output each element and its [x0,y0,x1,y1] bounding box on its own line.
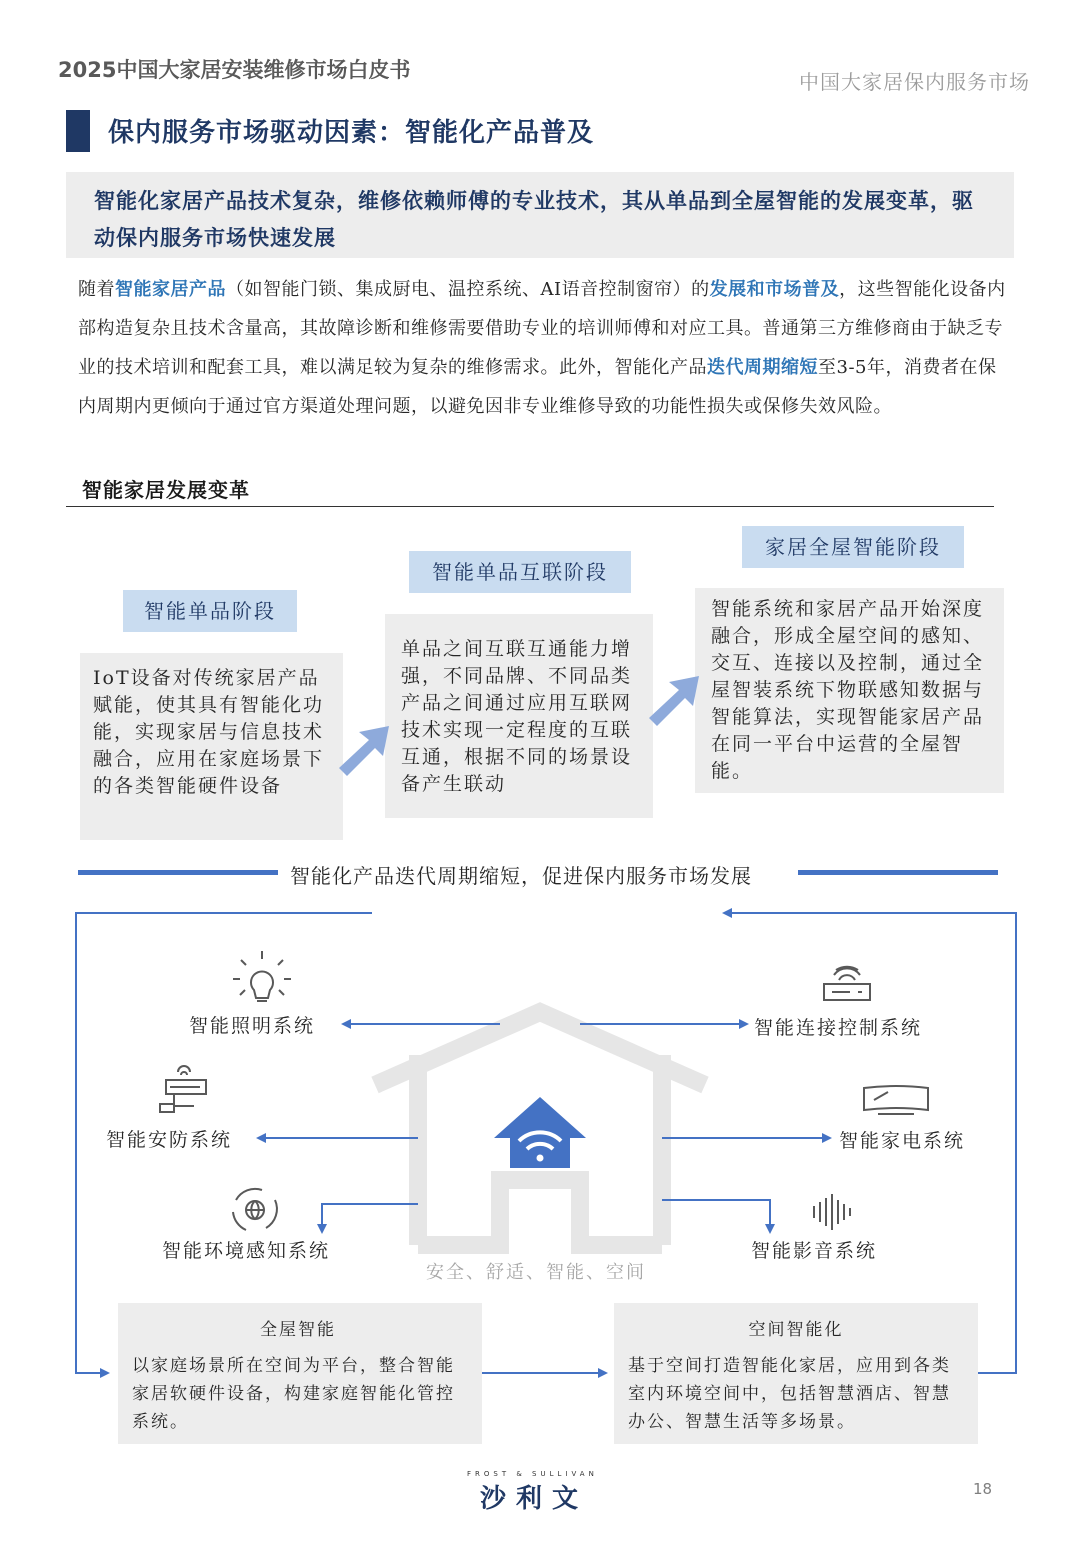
stage-2-text: 单品之间互联互通能力增强，不同品牌、不同品类产品之间通过应用互联网技术实现一定程度的互联互通，根据不同的场景设备产生联动 [401,638,633,795]
stage-2-box [385,614,653,818]
system-connection-label: 智能连接控制系统 [754,1017,923,1039]
para-text: ，这些智能化设备内部构造复杂且技术含量高，其故障诊断和维修需要借助专业的培训师傅和对应工具。普通第三方维修商由于缺乏专业的技术培训和配套工具，难以满足较为复杂的维修需求。此外，智能化产品 [78,279,1006,378]
house-caption: 安全、舒适、智能、空间 [426,1262,646,1283]
arrow-environment [322,1204,418,1232]
stage-3-label: 家居全屋智能阶段 [742,526,964,568]
stage-1-box [80,653,343,840]
para-highlight: 迭代周期缩短 [707,357,818,378]
whole-house-box [118,1303,482,1444]
wifi-house-icon [494,1097,586,1168]
security-camera-icon [160,1066,206,1112]
banner-line-right [798,870,998,875]
lightbulb-icon [233,951,291,1001]
section-title: 智能家居发展变革 [82,478,250,502]
system-environment-label: 智能环境感知系统 [162,1240,331,1262]
space-intelligence-box [614,1303,978,1444]
stage-1-label: 智能单品阶段 [123,590,297,632]
para-text: 随着 [78,279,115,300]
stage-arrow-1 [335,720,395,780]
para-highlight: 发展和市场普及 [709,279,840,300]
arrow-audio [662,1200,770,1232]
banner-text: 智能化产品迭代周期缩短，促进保内服务市场发展 [290,864,752,888]
stage-1-text: IoT设备对传统家居产品赋能，使其具有智能化功能，实现家居与信息技术融合，应用在家庭场景下的各类智能硬件设备 [93,667,325,797]
section-divider [66,506,994,507]
environment-sensor-icon [233,1189,277,1230]
tv-icon [864,1086,928,1114]
chapter-title: 中国大家居保内服务市场 [799,70,1030,94]
para-highlight: 智能家居产品 [115,279,226,300]
report-title: 2025中国大家居安装维修市场白皮书 [58,58,411,82]
system-audio-label: 智能影音系统 [751,1240,878,1262]
para-text: 至3-5年，消费者在保内周期内更倾向于通过官方渠道处理问题，以避免因非专业维修导致的功能性损失或保修失效风险。 [78,357,997,417]
summary-text: 智能化家居产品技术复杂，维修依赖师傅的专业技术，其从单品到全屋智能的发展变革，驱动保内服务市场快速发展 [94,188,974,250]
page-title: 保内服务市场驱动因素：智能化产品普及 [108,118,595,148]
space-intelligence-text: 基于空间打造智能化家居，应用到各类室内环境空间中，包括智慧酒店、智慧办公、智慧生活等多场景。 [628,1356,951,1432]
footer-logo: 沙利文 [480,1484,589,1514]
system-security-label: 智能安防系统 [106,1129,233,1151]
page-number: 18 [973,1480,993,1498]
space-intelligence-title: 空间智能化 [748,1320,844,1340]
whole-house-title: 全屋智能 [260,1320,336,1340]
system-lighting-label: 智能照明系统 [189,1015,316,1037]
whole-house-text: 以家庭场景所在空间为平台，整合智能家居软硬件设备，构建家庭智能化管控系统。 [132,1356,455,1432]
system-appliance-label: 智能家电系统 [839,1130,966,1152]
banner-line-left [78,870,278,875]
stage-3-text: 智能系统和家居产品开始深度融合，形成全屋空间的感知、交互、连接以及控制，通过全屋智装系统下物联感知数据与智能算法，实现智能家居产品在同一平台中运营的全屋智能。 [711,598,985,782]
router-icon [824,967,870,1000]
stage-arrow-2 [645,670,705,730]
stage-2-label: 智能单品互联阶段 [409,551,631,593]
para-text: （如智能门锁、集成厨电、温控系统、AI语音控制窗帘）的 [226,279,710,300]
footer-brand-en: FROST & SULLIVAN [467,1470,598,1478]
audio-wave-icon [814,1194,850,1230]
body-paragraph [78,270,1008,426]
summary-box [66,172,1014,258]
title-accent-bar [66,110,90,152]
stage-3-box [695,588,1004,793]
